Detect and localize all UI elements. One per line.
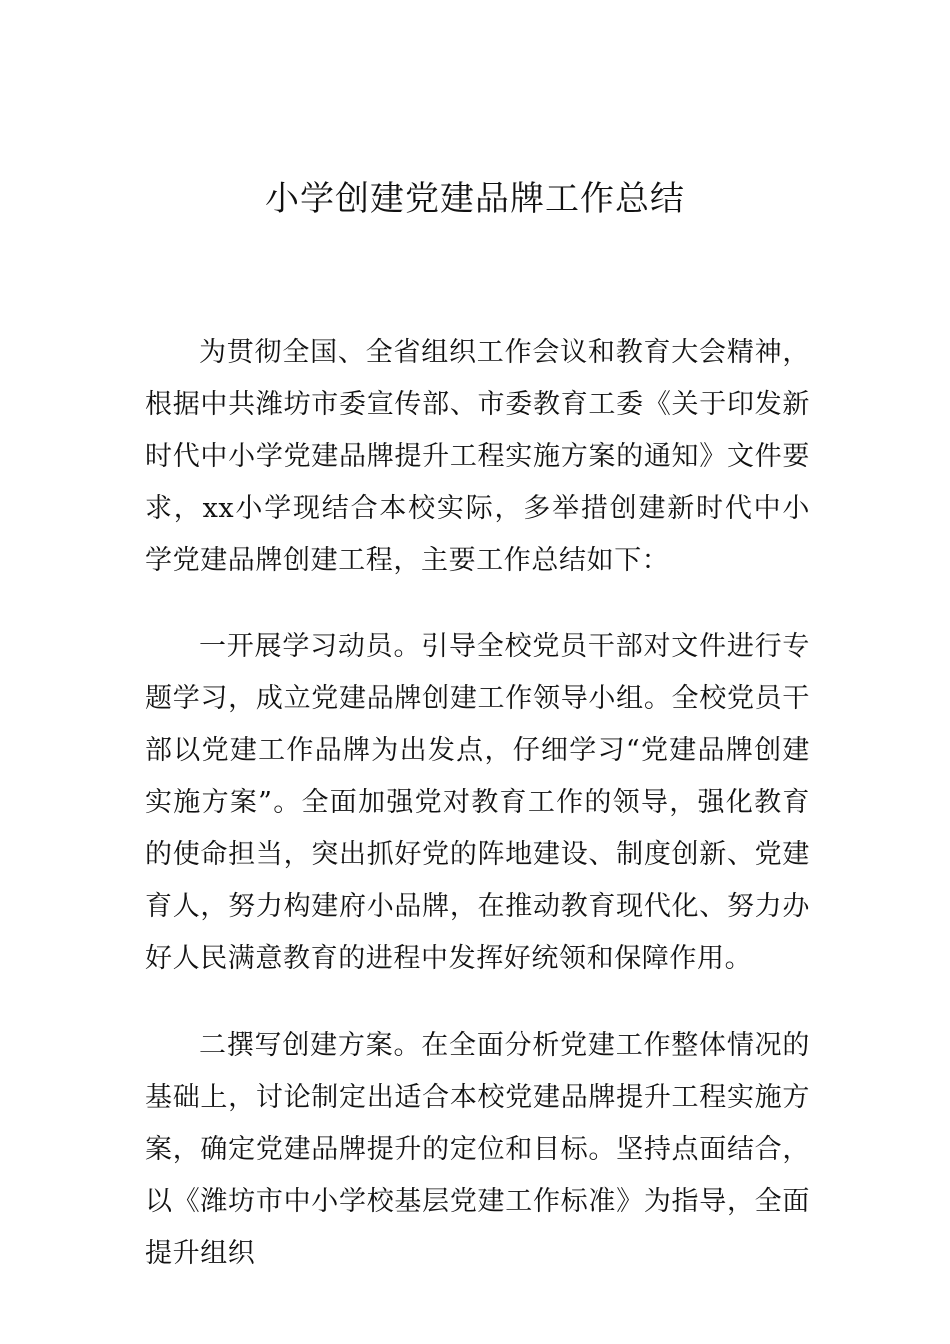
paragraph-study-mobilization: 一开展学习动员。引导全校党员干部对文件进行专题学习，成立党建品牌创建工作领导小组。全校党员干部以党建工作品牌为出发点，仔细学习“党建品牌创建实施方案”。全面加强党对教育工作的领导，强化教育的使命担当，突出抓好党的阵地建设、制度创新、党建育人，努力构建府小品牌，在推动教育现代化、努力办好人民满意教育的进程中发挥好统领和保障作用。: [145, 631, 810, 974]
paragraph-intro: 为贯彻全国、全省组织工作会议和教育大会精神，根据中共潍坊市委宣传部、市委教育工委《关于印发新时代中小学党建品牌提升工程实施方案的通知》文件要求，xx小学现结合本校实际，多举措创建新时代中小学党建品牌创建工程，主要工作总结如下：: [145, 337, 810, 576]
document-title: 小学创建党建品牌工作总结: [265, 179, 685, 219]
paragraph-creation-plan: 二撰写创建方案。在全面分析党建工作整体情况的基础上，讨论制定出适合本校党建品牌提升工程实施方案，确定党建品牌提升的定位和目标。坚持点面结合，以《潍坊市中小学校基层党建工作标准》为指导，全面提升组织: [145, 1030, 810, 1269]
